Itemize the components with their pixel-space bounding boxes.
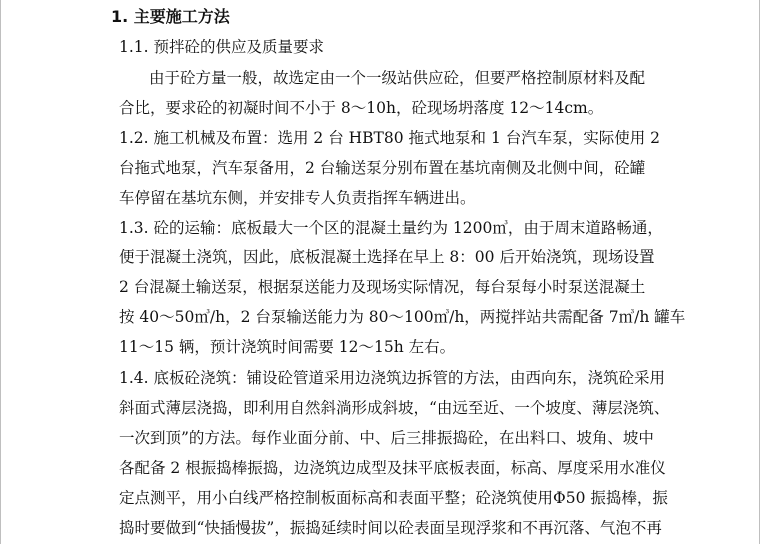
paragraph-line: 11～15 辆，预计浇筑时间需要 12～15h 左右。 [119, 338, 456, 356]
paragraph-line: 定点测平，用小白线严格控制板面标高和表面平整；砼浇筑使用Φ50 振捣棒，振 [119, 489, 668, 507]
paragraph-line: 各配备 2 根振捣棒振捣，边浇筑边成型及抹平底板表面，标高、厚度采用水准仪 [119, 459, 666, 477]
paragraph-line: 便于混凝土浇筑，因此，底板混凝土选择在早上 8：00 后开始浇筑，现场设置 [119, 248, 655, 266]
paragraph-line: 斜面式薄层浇捣，即利用自然斜淌形成斜坡，“由远至近、一个坡度、薄层浇筑、 [119, 399, 670, 417]
paragraph-line: 车停留在基坑东侧，并安排专人负责指挥车辆进出。 [119, 189, 476, 207]
paragraph-line: 一次到顶”的方法。每作业面分前、中、后三排振捣砼，在出料口、坡角、坡中 [119, 429, 654, 447]
subsection-1-1-title: 1.1. 预拌砼的供应及质量要求 [119, 38, 325, 56]
paragraph-line: 合比，要求砼的初凝时间不小于 8～10h，砼现场坍落度 12～14cm。 [119, 99, 604, 117]
subsection-1-3-line: 1.3. 砼的运输：底板最大一个区的混凝土量约为 1200㎥，由于周末道路畅通， [119, 219, 663, 237]
paragraph-line: 由于砼方量一般，故选定由一个一级站供应砼，但要严格控制原材料及配 [149, 69, 646, 87]
paragraph-line: 台拖式地泵，汽车泵备用，2 台输送泵分别布置在基坑南侧及北侧中间，砼罐 [119, 159, 646, 177]
subsection-1-4-line: 1.4. 底板砼浇筑：铺设砼管道采用边浇筑边拆管的方法，由西向东，浇筑砼采用 [119, 369, 666, 387]
paragraph-line: 捣时要做到“快插慢拔”，振捣延续时间以砼表面呈现浮浆和不再沉落、气泡不再 [119, 519, 662, 537]
paragraph-line: 2 台混凝土输送泵，根据泵送能力及现场实际情况，每台泵每小时泵送混凝土 [119, 278, 646, 296]
section-heading: 1. 主要施工方法 [111, 7, 230, 26]
subsection-1-2-line: 1.2. 施工机械及布置：选用 2 台 HBT80 拖式地泵和 1 台汽车泵，实际使用 2 [119, 129, 661, 147]
paragraph-line: 按 40～50㎥/h，2 台泵输送能力为 80～100㎥/h，两搅拌站共需配备 7㎥/h 罐车 [119, 308, 686, 326]
